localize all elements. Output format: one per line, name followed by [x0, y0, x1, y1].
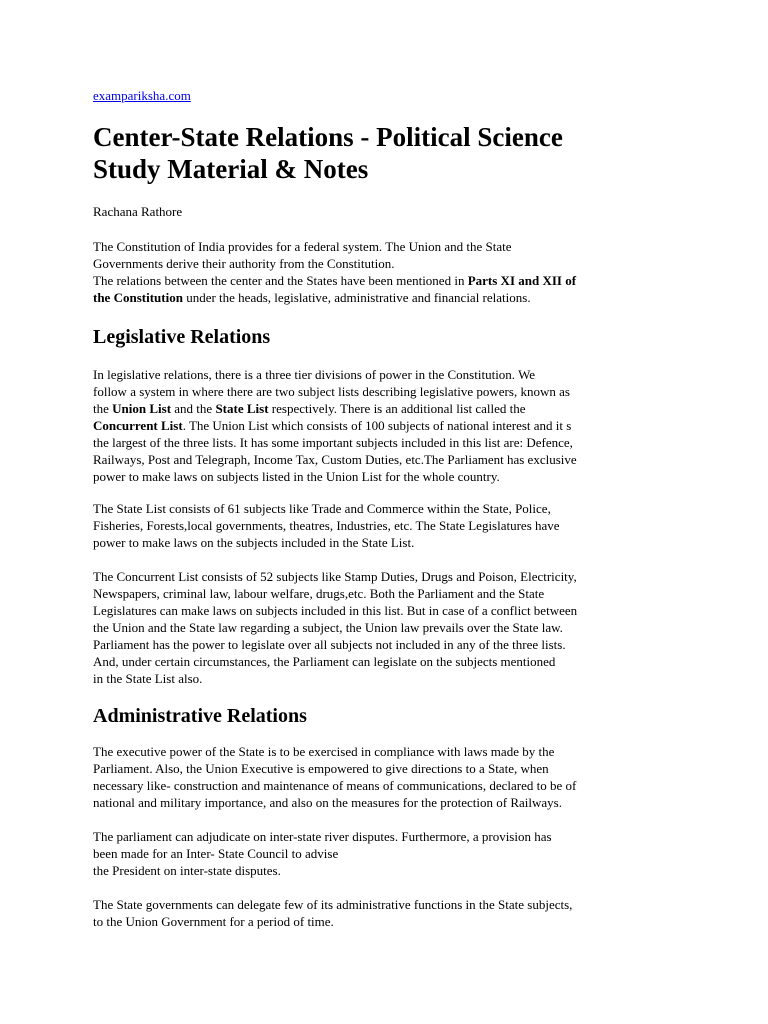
text-line: Fisheries, Forests,local governments, theatres, Industries, etc. The State Legislatures have	[93, 518, 560, 533]
intro-line: under the heads, legislative, administrative and financial relations.	[182, 290, 531, 305]
bold-union-list: Union List	[112, 401, 172, 416]
text-line: Parliament has the power to legislate over all subjects not included in any of the three lists.	[93, 637, 566, 652]
administrative-paragraph-1	[93, 743, 683, 811]
text-line: respectively. There is an additional list called the	[268, 401, 526, 416]
legislative-paragraph-2	[93, 500, 683, 551]
text-line: been made for an Inter- State Council to advise	[93, 846, 339, 861]
author-name: Rachana Rathore	[93, 204, 183, 219]
intro-bold-constitution: the Constitution	[93, 290, 183, 305]
text-line: the	[93, 401, 113, 416]
bold-concurrent-list: Concurrent List	[93, 418, 183, 433]
intro-bold-parts: Parts XI and XII of	[467, 273, 577, 288]
administrative-heading: Administrative Relations	[93, 705, 307, 727]
text-line: Legislatures can make laws on subjects included in this list. But in case of a conflict between	[93, 603, 578, 618]
text-line: the largest of the three lists. It has some important subjects included in this list are: Defence,	[93, 435, 573, 450]
text-line: necessary like- construction and maintenance of means of communications, declared to be of	[93, 778, 577, 793]
text-line: The Concurrent List consists of 52 subjects like Stamp Duties, Drugs and Poison, Electricity,	[93, 569, 577, 584]
text-line: follow a system in where there are two subject lists describing legislative powers, known as	[93, 384, 570, 399]
text-line: and the	[171, 401, 216, 416]
text-line: in the State List also.	[93, 671, 203, 686]
text-line: The executive power of the State is to be exercised in compliance with laws made by the	[93, 744, 555, 759]
text-line: The parliament can adjudicate on inter-state river disputes. Furthermore, a provision has	[93, 829, 552, 844]
text-line: the President on inter-state disputes.	[93, 863, 281, 878]
text-line: The State governments can delegate few of its administrative functions in the State subjects,	[93, 897, 573, 912]
source-site-link[interactable]: exampariksha.com	[93, 88, 191, 103]
text-line: Parliament. Also, the Union Executive is empowered to give directions to a State, when	[93, 761, 549, 776]
intro-line: Governments derive their authority from the Constitution.	[93, 256, 395, 271]
text-line: The State List consists of 61 subjects like Trade and Commerce within the State, Police,	[93, 501, 551, 516]
text-line: to the Union Government for a period of time.	[93, 914, 334, 929]
text-line: national and military importance, and also on the measures for the protection of Railways.	[93, 795, 562, 810]
document-title	[93, 121, 683, 185]
administrative-paragraph-3	[93, 896, 683, 930]
text-line: the Union and the State law regarding a subject, the Union law prevails over the State law.	[93, 620, 563, 635]
intro-line: The relations between the center and the States have been mentioned in	[93, 273, 468, 288]
text-line: Railways, Post and Telegraph, Income Tax, Custom Duties, etc.The Parliament has exclusive	[93, 452, 577, 467]
document-title-line1: Center-State Relations - Political Science	[93, 122, 563, 152]
document-title-line2: Study Material & Notes	[93, 154, 369, 184]
legislative-paragraph-1	[93, 366, 683, 485]
text-line: In legislative relations, there is a three tier divisions of power in the Constitution. We	[93, 367, 536, 382]
text-line: And, under certain circumstances, the Parliament can legislate on the subjects mentioned	[93, 654, 556, 669]
text-line: Newspapers, criminal law, labour welfare, drugs,etc. Both the Parliament and the State	[93, 586, 545, 601]
legislative-paragraph-3	[93, 568, 683, 687]
intro-line: The Constitution of India provides for a federal system. The Union and the State	[93, 239, 512, 254]
intro-paragraph	[93, 238, 683, 306]
text-line: power to make laws on subjects listed in the Union List for the whole country.	[93, 469, 500, 484]
administrative-paragraph-2	[93, 828, 683, 879]
text-line: . The Union List which consists of 100 subjects of national interest and it s	[182, 418, 572, 433]
text-line: power to make laws on the subjects included in the State List.	[93, 535, 415, 550]
legislative-heading: Legislative Relations	[93, 326, 271, 348]
bold-state-list: State List	[215, 401, 269, 416]
